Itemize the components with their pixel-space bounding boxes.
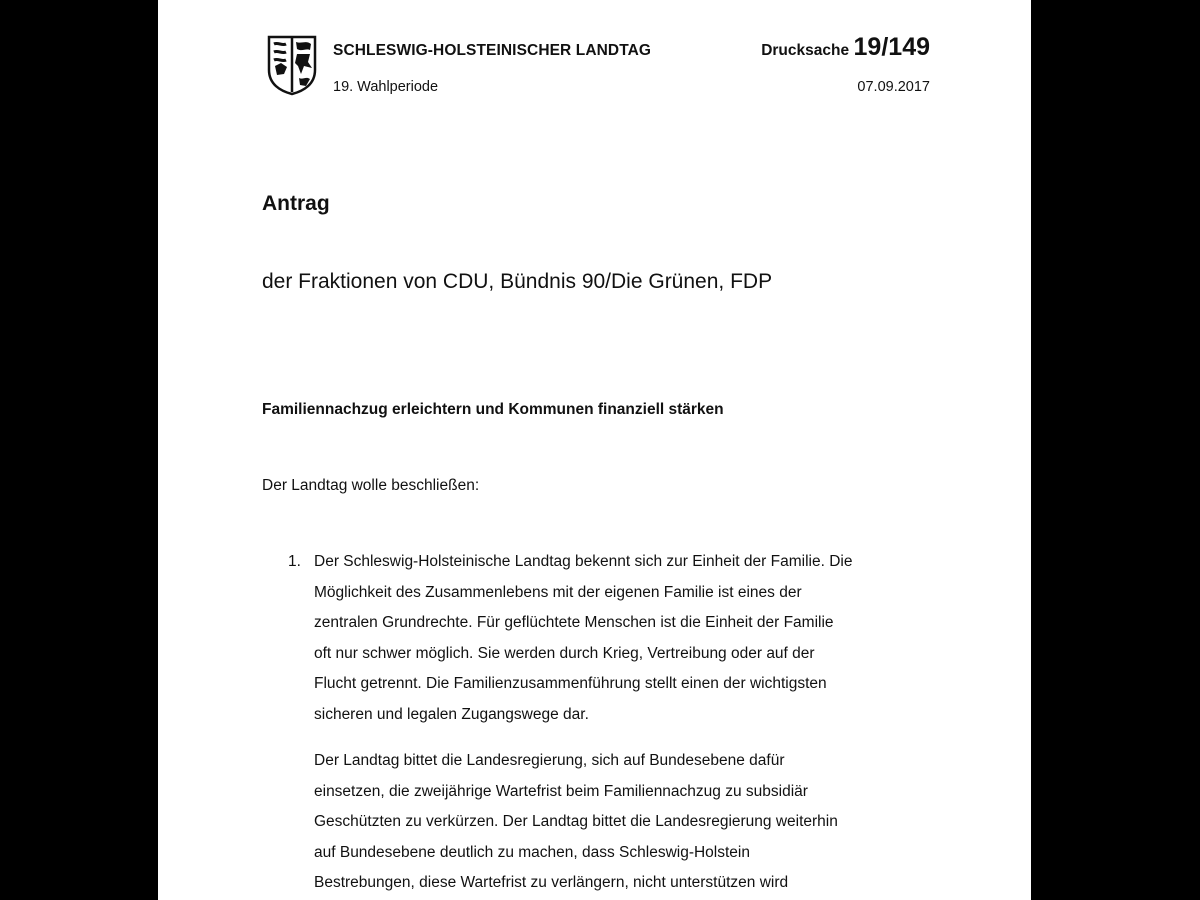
item-number: 1. [288, 553, 301, 570]
wahlperiode: 19. Wahlperiode [333, 79, 439, 95]
document-type: Antrag [262, 192, 330, 215]
document-date: 07.09.2017 [857, 79, 930, 95]
paragraph-line: Der Landtag bittet die Landesregierung, sich auf Bundesebene dafür [314, 752, 785, 769]
paragraph-1 [314, 547, 934, 730]
paragraph-line: zentralen Grundrechte. Für geflüchtete Menschen ist die Einheit der Familie [314, 614, 834, 631]
paragraph-line: Der Schleswig-Holsteinische Landtag bekennt sich zur Einheit der Familie. Die [314, 553, 853, 570]
document-title: Familiennachzug erleichtern und Kommunen finanziell stärken [262, 401, 724, 418]
drucksache [761, 33, 930, 62]
paragraph-line: Möglichkeit des Zusammenlebens mit der eigenen Familie ist eines der [314, 583, 802, 601]
paragraph-line: oft nur schwer möglich. Sie werden durch Krieg, Vertreibung oder auf der [314, 644, 815, 662]
fraktionen: der Fraktionen von CDU, Bündnis 90/Die Grünen, FDP [262, 270, 773, 293]
landtag-name: SCHLESWIG-HOLSTEINISCHER LANDTAG [333, 42, 652, 59]
paragraph-line: Flucht getrennt. Die Familienzusammenführung stellt einen der wichtigsten [314, 675, 827, 692]
drucksache-label: Drucksache [761, 42, 850, 59]
intro-text: Der Landtag wolle beschließen: [262, 477, 480, 494]
paragraph-line: auf Bundesebene deutlich zu machen, dass Schleswig-Holstein [314, 843, 750, 861]
coat-of-arms-icon [266, 34, 318, 96]
paragraph-2 [314, 746, 934, 899]
drucksache-number: 19/149 [853, 33, 930, 61]
paragraph-line: einsetzen, die zweijährige Wartefrist beim Familiennachzug zu subsidiär [314, 782, 808, 800]
paragraph-line: Bestrebungen, diese Wartefrist zu verlängern, nicht unterstützen wird [314, 874, 789, 891]
item-body [314, 547, 934, 899]
paragraph-line: sicheren und legalen Zugangswege dar. [314, 705, 589, 723]
document-page [158, 0, 1031, 900]
paragraph-line: Geschützten zu verkürzen. Der Landtag bittet die Landesregierung weiterhin [314, 813, 838, 830]
